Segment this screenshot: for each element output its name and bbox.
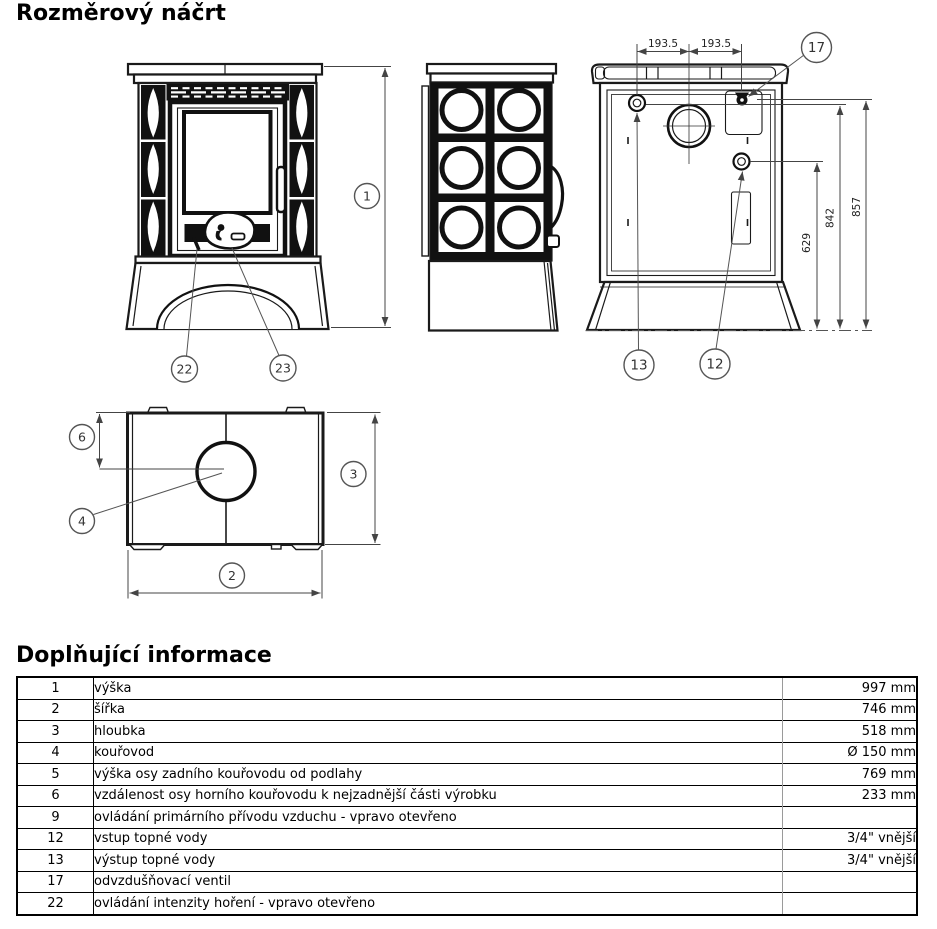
- top-smoke-outlet: [197, 443, 255, 501]
- table-row: [17, 850, 917, 872]
- row-label: vzdálenost osy horního kouřovodu k nejzadnější části výrobku: [94, 785, 783, 807]
- svg-text:12: 12: [706, 356, 724, 373]
- svg-text:17: 17: [807, 40, 826, 57]
- row-value: 746 mm: [783, 699, 918, 721]
- rear-water-outlet-fitting: [629, 95, 645, 111]
- row-value: [783, 871, 918, 893]
- row-value: 769 mm: [783, 764, 918, 786]
- row-value: 997 mm: [783, 677, 918, 699]
- callout-22: [172, 356, 198, 382]
- row-value: 3/4" vnější: [783, 850, 918, 872]
- callout-12: [700, 349, 730, 379]
- row-value: 233 mm: [783, 785, 918, 807]
- row-value: Ø 150 mm: [783, 742, 918, 764]
- table-row: [17, 699, 917, 721]
- section-title-additional-info: Doplňující informace: [16, 643, 272, 668]
- front-door-handle: [277, 167, 285, 212]
- rear-water-inlet-fitting: [734, 154, 750, 170]
- side-view-drawing: [422, 64, 563, 331]
- row-number: 1: [17, 677, 94, 699]
- svg-text:13: 13: [630, 357, 648, 374]
- dim-label-857: 857: [851, 196, 863, 218]
- row-value: 3/4" vnější: [783, 828, 918, 850]
- row-label: výška: [94, 680, 132, 696]
- rear-view-drawing: [586, 33, 872, 381]
- row-label: výška osy zadního kouřovodu od podlahy: [94, 764, 783, 786]
- row-number: 6: [17, 785, 94, 807]
- row-number: 13: [17, 850, 94, 872]
- svg-text:1: 1: [363, 188, 371, 204]
- row-label: výstup topné vody: [94, 850, 783, 872]
- table-row: [17, 742, 917, 764]
- row-label: ovládání primárního přívodu vzduchu - vpravo otevřeno: [94, 807, 783, 829]
- row-number: 5: [17, 764, 94, 786]
- row-label: hloubka: [94, 721, 783, 743]
- top-view-drawing: [70, 408, 381, 599]
- front-ornament-medallion: [205, 213, 255, 249]
- table-row: [17, 871, 917, 893]
- callout-6: [70, 425, 95, 450]
- row-value: [783, 807, 918, 829]
- callout-23: [270, 355, 296, 381]
- section-title-dimensional-sketch: Rozměrový náčrt: [16, 1, 226, 26]
- row-number: 22: [17, 893, 94, 915]
- row-number: 4: [17, 742, 94, 764]
- front-view-drawing: [127, 64, 392, 382]
- row-label: kouřovod: [94, 742, 783, 764]
- svg-text:4: 4: [78, 513, 86, 529]
- svg-text:2: 2: [228, 567, 236, 583]
- table-row: [17, 721, 917, 743]
- table-row: [17, 807, 917, 829]
- row-number: 12: [17, 828, 94, 850]
- dim-label-842: 842: [824, 207, 837, 229]
- row-label: ovládání intenzity hoření - vpravo otevřeno: [94, 893, 783, 915]
- row-value: 518 mm: [783, 721, 918, 743]
- row-label: odvzdušňovací ventil: [94, 871, 783, 893]
- callout-13: [624, 350, 654, 380]
- row-number: 9: [17, 807, 94, 829]
- dim-label-629: 629: [801, 232, 813, 254]
- table-row: [17, 764, 917, 786]
- callout-4: [70, 509, 95, 534]
- svg-text:23: 23: [275, 360, 291, 376]
- callout-17: [802, 33, 832, 63]
- dim-label-193-5-left: 193.5: [647, 38, 679, 50]
- row-number: 2: [17, 699, 94, 721]
- row-value: [783, 893, 918, 915]
- row-number: 3: [17, 721, 94, 743]
- row-label: vstup topné vody: [94, 828, 783, 850]
- svg-text:6: 6: [78, 429, 86, 445]
- callout-1: [355, 184, 380, 209]
- svg-text:3: 3: [349, 466, 358, 482]
- table-row: [17, 828, 917, 850]
- callout-3: [341, 462, 366, 487]
- table-row: [17, 677, 917, 699]
- info-table: [16, 676, 918, 916]
- row-number: 17: [17, 871, 94, 893]
- row-label: šířka: [94, 699, 783, 721]
- svg-text:22: 22: [176, 361, 193, 377]
- dim-label-193-5-right: 193.5: [700, 38, 732, 50]
- table-row: [17, 785, 917, 807]
- table-row: [17, 893, 917, 915]
- callout-2: [220, 563, 245, 588]
- front-door-window: [184, 112, 271, 213]
